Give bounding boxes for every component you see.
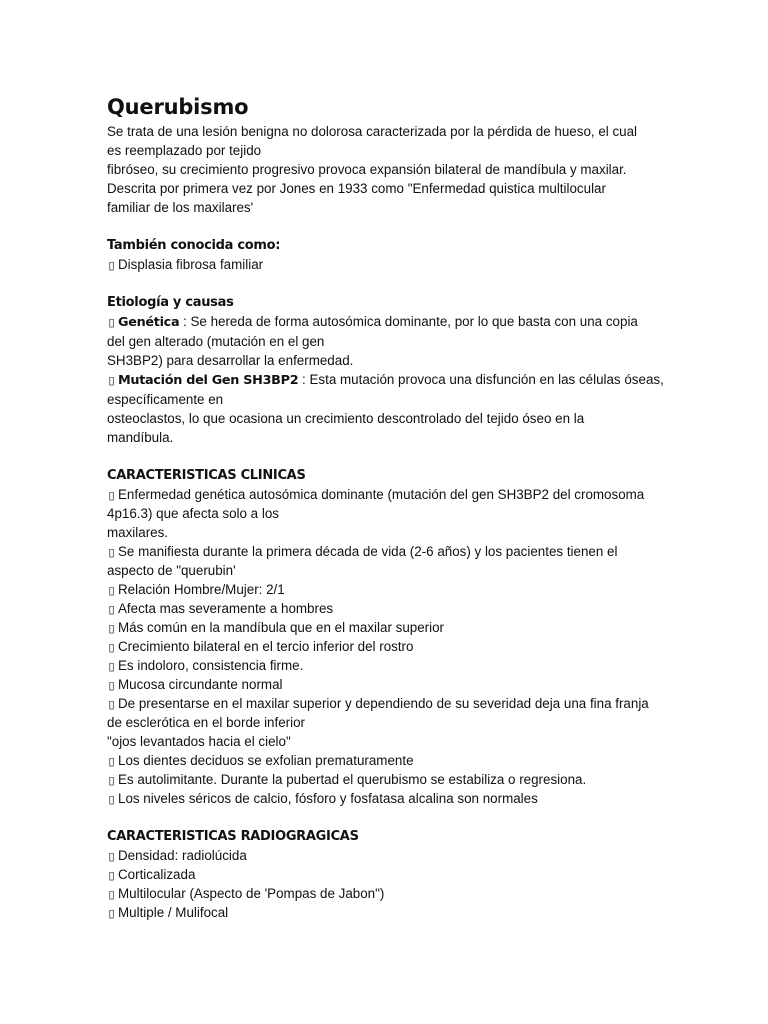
spacer <box>107 447 667 466</box>
list-item-text: Los dientes deciduos se exfolian prematuramente <box>118 753 414 768</box>
etiology-line: específicamente en <box>107 392 224 407</box>
missing-glyph-icon: ▯ <box>108 870 115 882</box>
intro-line: familiar de los maxilares' <box>107 200 254 215</box>
list-item-text: Es autolimitante. Durante la pubertad el querubismo se estabiliza o regresiona. <box>118 772 587 787</box>
list-item <box>107 903 667 922</box>
genetica-text: : Se hereda de forma autosómica dominante, por lo que basta con una copia <box>179 314 638 329</box>
list-item-continuation <box>107 713 667 732</box>
list-item-text: aspecto de "querubin' <box>107 563 236 578</box>
list-item-text: Multiple / Mulifocal <box>118 905 229 920</box>
list-item <box>107 637 667 656</box>
intro-line: Se trata de una lesión benigna no dolorosa caracterizada por la pérdida de hueso, el cual <box>107 124 638 139</box>
list-item <box>107 751 667 770</box>
list-item-text: Se manifiesta durante la primera década de vida (2-6 años) y los pacientes tienen el <box>118 544 618 559</box>
document-page <box>107 93 667 922</box>
genetica-term: Genética <box>118 315 180 330</box>
list-item-text: Enfermedad genética autosómica dominante (mutación del gen SH3BP2 del cromosoma <box>118 487 645 502</box>
etiology-line: mandíbula. <box>107 430 174 445</box>
list-item <box>107 255 667 274</box>
missing-glyph-icon: ▯ <box>108 699 115 711</box>
missing-glyph-icon: ▯ <box>108 889 115 901</box>
missing-glyph-icon: ▯ <box>108 794 115 806</box>
mutacion-term: Mutación del Gen SH3BP2 <box>118 373 299 388</box>
missing-glyph-icon: ▯ <box>108 317 115 329</box>
list-item-text: Corticalizada <box>118 867 196 882</box>
list-item-continuation <box>107 504 667 523</box>
list-item-text: De presentarse en el maxilar superior y dependiendo de su severidad deja una fina franja <box>118 696 649 711</box>
missing-glyph-icon: ▯ <box>108 260 115 272</box>
etiology-line: osteoclastos, lo que ocasiona un crecimiento descontrolado del tejido óseo en la <box>107 411 585 426</box>
missing-glyph-icon: ▯ <box>108 851 115 863</box>
list-item-text: maxilares. <box>107 525 169 540</box>
aka-heading: También conocida como: <box>107 238 281 253</box>
list-item-text: Densidad: radiolúcida <box>118 848 247 863</box>
list-item <box>107 789 667 808</box>
clinical-list <box>107 485 667 808</box>
list-item <box>107 656 667 675</box>
mutacion-text: : Esta mutación provoca una disfunción en las células óseas, <box>298 372 664 387</box>
missing-glyph-icon: ▯ <box>108 604 115 616</box>
intro-line: es reemplazado por tejido <box>107 143 262 158</box>
list-item <box>107 770 667 789</box>
list-item-text: Crecimiento bilateral en el tercio inferior del rostro <box>118 639 414 654</box>
missing-glyph-icon: ▯ <box>108 490 115 502</box>
list-item <box>107 846 667 865</box>
etiology-line: SH3BP2) para desarrollar la enfermedad. <box>107 353 354 368</box>
radiographic-heading: CARACTERISTICAS RADIOGRAGICAS <box>107 829 359 844</box>
list-item <box>107 370 667 390</box>
list-item-text: de esclerótica en el borde inferior <box>107 715 305 730</box>
spacer <box>107 808 667 827</box>
missing-glyph-icon: ▯ <box>108 642 115 654</box>
list-item <box>107 542 667 561</box>
missing-glyph-icon: ▯ <box>108 908 115 920</box>
intro-line: Descrita por primera vez por Jones en 1933 como "Enfermedad quistica multilocular <box>107 181 606 196</box>
intro-line: fibróseo, su crecimiento progresivo provoca expansión bilateral de mandíbula y maxilar. <box>107 162 627 177</box>
list-item-continuation <box>107 523 667 542</box>
list-item-text: Los niveles séricos de calcio, fósforo y fosfatasa alcalina son normales <box>118 791 538 806</box>
list-item-text: 4p16.3) que afecta solo a los <box>107 506 279 521</box>
list-item-continuation <box>107 561 667 580</box>
etiology-heading: Etiología y causas <box>107 295 234 310</box>
list-item-text: Multilocular (Aspecto de 'Pompas de Jabon") <box>118 886 385 901</box>
list-item-text: Más común en la mandíbula que en el maxilar superior <box>118 620 445 635</box>
list-item-text: Es indoloro, consistencia firme. <box>118 658 304 673</box>
list-item <box>107 485 667 504</box>
list-item-text: Mucosa circundante normal <box>118 677 283 692</box>
spacer <box>107 274 667 293</box>
missing-glyph-icon: ▯ <box>108 623 115 635</box>
list-item <box>107 312 667 332</box>
list-item-continuation <box>107 732 667 751</box>
missing-glyph-icon: ▯ <box>108 585 115 597</box>
missing-glyph-icon: ▯ <box>108 680 115 692</box>
intro-paragraph <box>107 122 667 217</box>
list-item <box>107 580 667 599</box>
list-item-text: "ojos levantados hacia el cielo" <box>107 734 291 749</box>
list-item <box>107 599 667 618</box>
missing-glyph-icon: ▯ <box>108 547 115 559</box>
missing-glyph-icon: ▯ <box>108 756 115 768</box>
list-item <box>107 618 667 637</box>
list-item <box>107 884 667 903</box>
list-item-text: Relación Hombre/Mujer: 2/1 <box>118 582 285 597</box>
clinical-heading: CARACTERISTICAS CLINICAS <box>107 468 306 483</box>
missing-glyph-icon: ▯ <box>108 775 115 787</box>
list-item <box>107 865 667 884</box>
missing-glyph-icon: ▯ <box>108 661 115 673</box>
list-item-text: Displasia fibrosa familiar <box>118 257 264 272</box>
document-title: Querubismo <box>107 95 249 119</box>
list-item <box>107 694 667 713</box>
list-item <box>107 675 667 694</box>
list-item-text: Afecta mas severamente a hombres <box>118 601 334 616</box>
radiographic-list <box>107 846 667 922</box>
spacer <box>107 217 667 236</box>
missing-glyph-icon: ▯ <box>108 375 115 387</box>
etiology-line: del gen alterado (mutación en el gen <box>107 334 325 349</box>
